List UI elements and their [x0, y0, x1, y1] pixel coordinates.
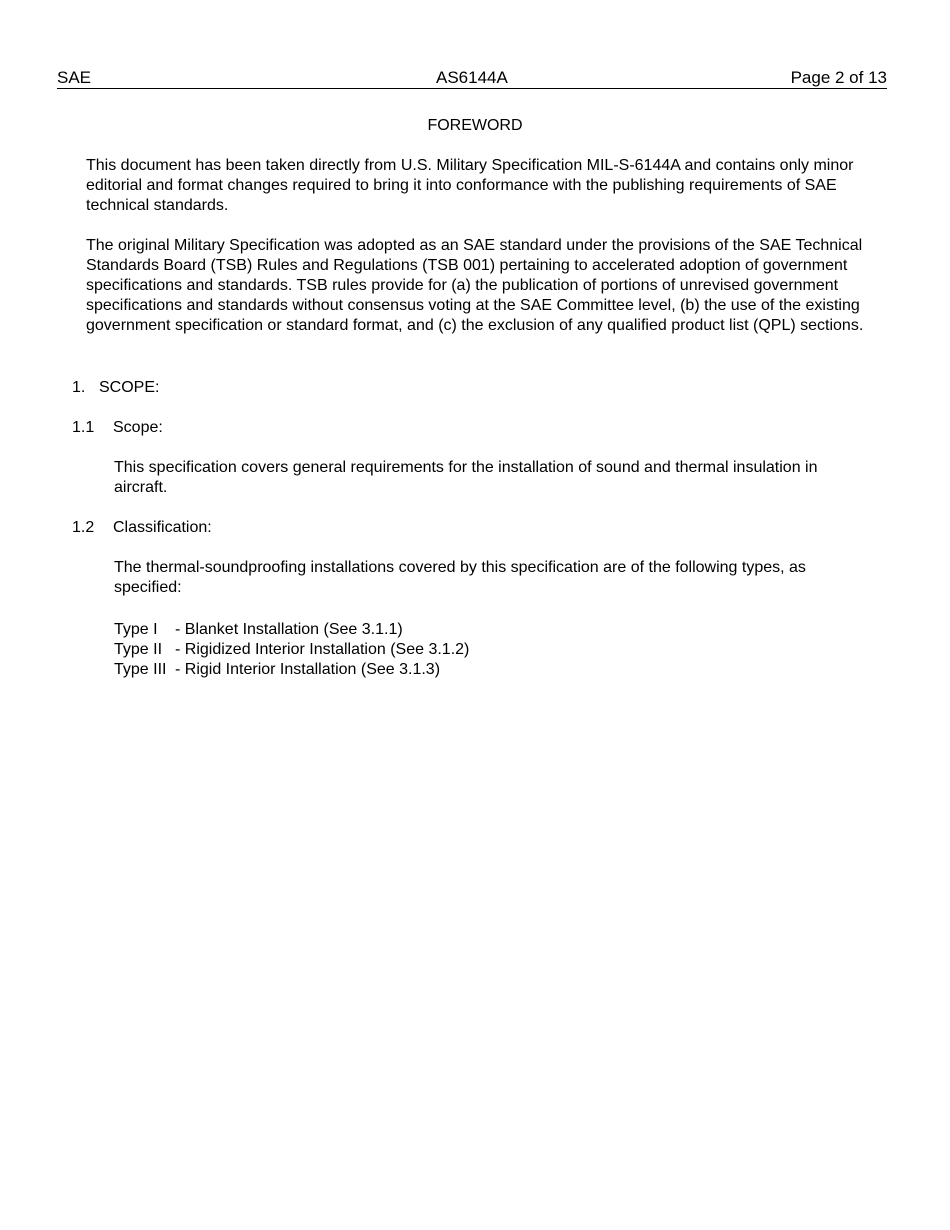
foreword-paragraph-1: This document has been taken directly from U.S. Military Specification MIL-S-6144A and contains only minor editorial and format changes required to bring it into conformance with the publishing requirements of SAE technical standards.	[86, 157, 854, 214]
scope-paragraph: This specification covers general requirements for the installation of sound and thermal insulation in aircraft.	[114, 459, 818, 496]
section-1-2-heading	[72, 518, 212, 538]
section-number: 1.1	[72, 419, 95, 436]
header-doc-number: AS6144A	[436, 68, 508, 87]
type-name: Type III	[114, 661, 167, 678]
header-page-number: Page 2 of 13	[790, 68, 887, 87]
page-header	[57, 68, 887, 89]
section-1-heading	[72, 378, 159, 398]
section-title: Scope:	[113, 419, 163, 436]
type-name: Type I	[114, 621, 158, 638]
section-number: 1.	[72, 379, 86, 396]
list-item	[114, 620, 614, 640]
classification-paragraph: The thermal-soundproofing installations covered by this specification are of the following types, as specified:	[114, 559, 806, 596]
list-item	[114, 660, 614, 680]
header-org: SAE	[57, 68, 92, 87]
type-list	[114, 620, 614, 680]
type-name: Type II	[114, 641, 163, 658]
list-item	[114, 640, 614, 660]
section-1-1-heading	[72, 418, 163, 438]
section-title: SCOPE:	[99, 379, 160, 396]
type-description: - Rigid Interior Installation (See 3.1.3)	[175, 661, 441, 678]
section-title: Classification:	[113, 519, 212, 536]
foreword-paragraph-2: The original Military Specification was adopted as an SAE standard under the provisions of the SAE Technical Standards Board (TSB) Rules and Regulations (TSB 001) pertaining to accelerated adoption of government specifications and standards. TSB rules provide for (a) the publication of portions of unrevised government specifications and standards without consensus voting at the SAE Committee level, (b) the use of the existing government specification or standard format, and (c) the exclusion of any qualified product list (QPL) sections.	[86, 237, 864, 334]
type-description: - Rigidized Interior Installation (See 3.1.2)	[175, 641, 470, 658]
type-description: - Blanket Installation (See 3.1.1)	[175, 621, 403, 638]
section-number: 1.2	[72, 519, 95, 536]
foreword-heading: FOREWORD	[427, 117, 523, 134]
